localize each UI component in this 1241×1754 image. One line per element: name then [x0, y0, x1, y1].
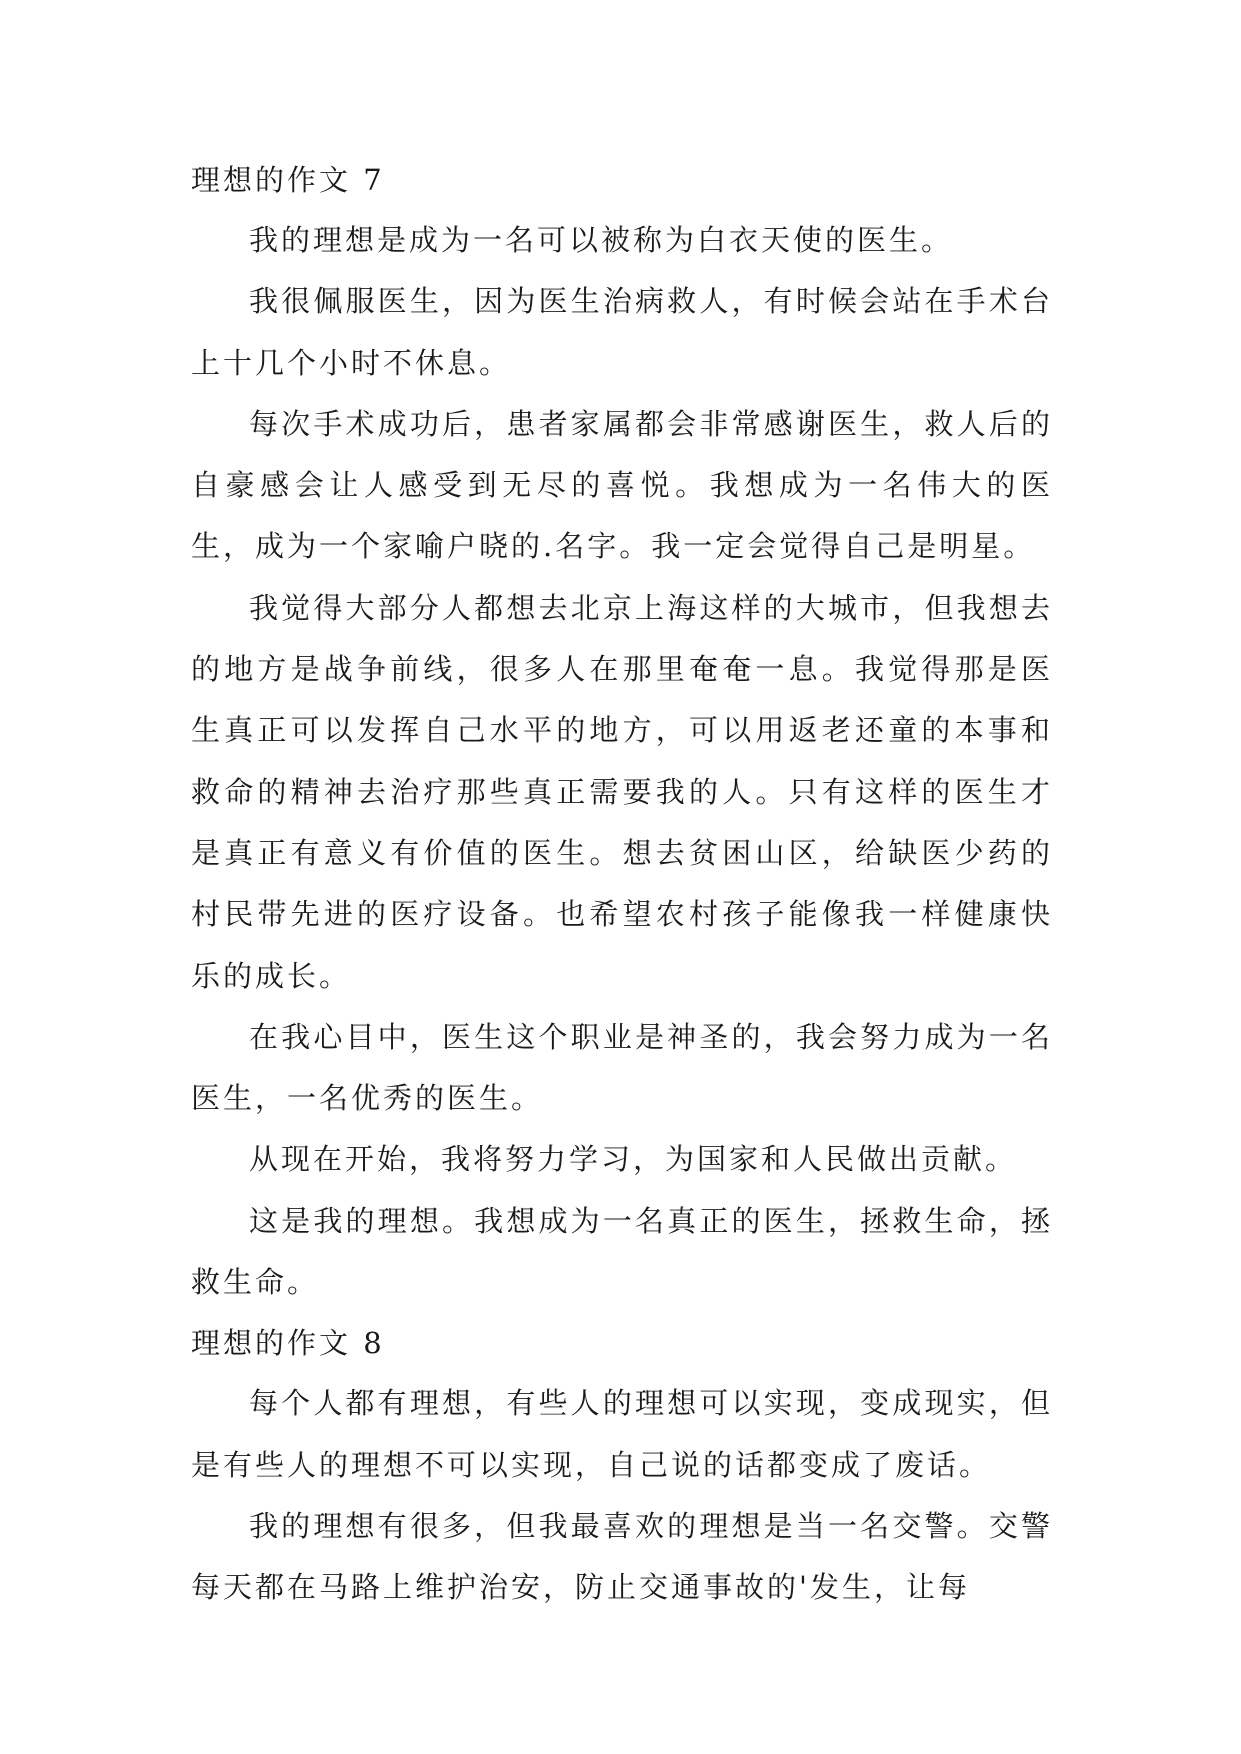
essay-7-paragraph-2: 我很佩服医生，因为医生治病救人，有时候会站在手术台上十几个小时不休息。: [191, 284, 1053, 380]
essay-8-paragraph-1: 每个人都有理想，有些人的理想可以实现，变成现实，但是有些人的理想不可以实现，自己说的话都变成了废话。: [191, 1386, 1053, 1482]
essay-7-paragraph-5: 在我心目中，医生这个职业是神圣的，我会努力成为一名医生，一名优秀的医生。: [191, 1019, 1053, 1116]
essay-7-paragraph-6: 从现在开始，我将努力学习，为国家和人民做出贡献。: [249, 1142, 1018, 1177]
essay-8-title: 理想的作文 8: [191, 1326, 385, 1361]
essay-7-paragraph-1: 我的理想是成为一名可以被称为白衣天使的医生。: [249, 223, 954, 257]
essay-7-paragraph-3: 每次手术成功后，患者家属都会非常感谢医生，救人后的自豪感会让人感受到无尽的喜悦。我想成为一名伟大的医生，成为一个家喻户晓的.名字。我一定会觉得自己是明星。: [191, 406, 1053, 564]
essay-7-paragraph-7: 这是我的理想。我想成为一名真正的医生，拯救生命，拯救生命。: [191, 1203, 1053, 1300]
document-body: [191, 150, 1053, 1619]
essay-7-title: 理想的作文 7: [191, 163, 385, 197]
essay-7-paragraph-4: 我觉得大部分人都想去北京上海这样的大城市，但我想去的地方是战争前线，很多人在那里奄奄一息。我觉得那是医生真正可以发挥自己水平的地方，可以用返老还童的本事和救命的精神去治疗那些真正需要我的人。只有这样的医生才是真正有意义有价值的医生。想去贫困山区，给缺医少药的村民带先进的医疗设备。也希望农村孩子能像我一样健康快乐的成长。: [191, 590, 1053, 993]
essay-8-paragraph-2: 我的理想有很多，但我最喜欢的理想是当一名交警。交警每天都在马路上维护治安，防止交通事故的'发生，让每: [191, 1508, 1053, 1605]
